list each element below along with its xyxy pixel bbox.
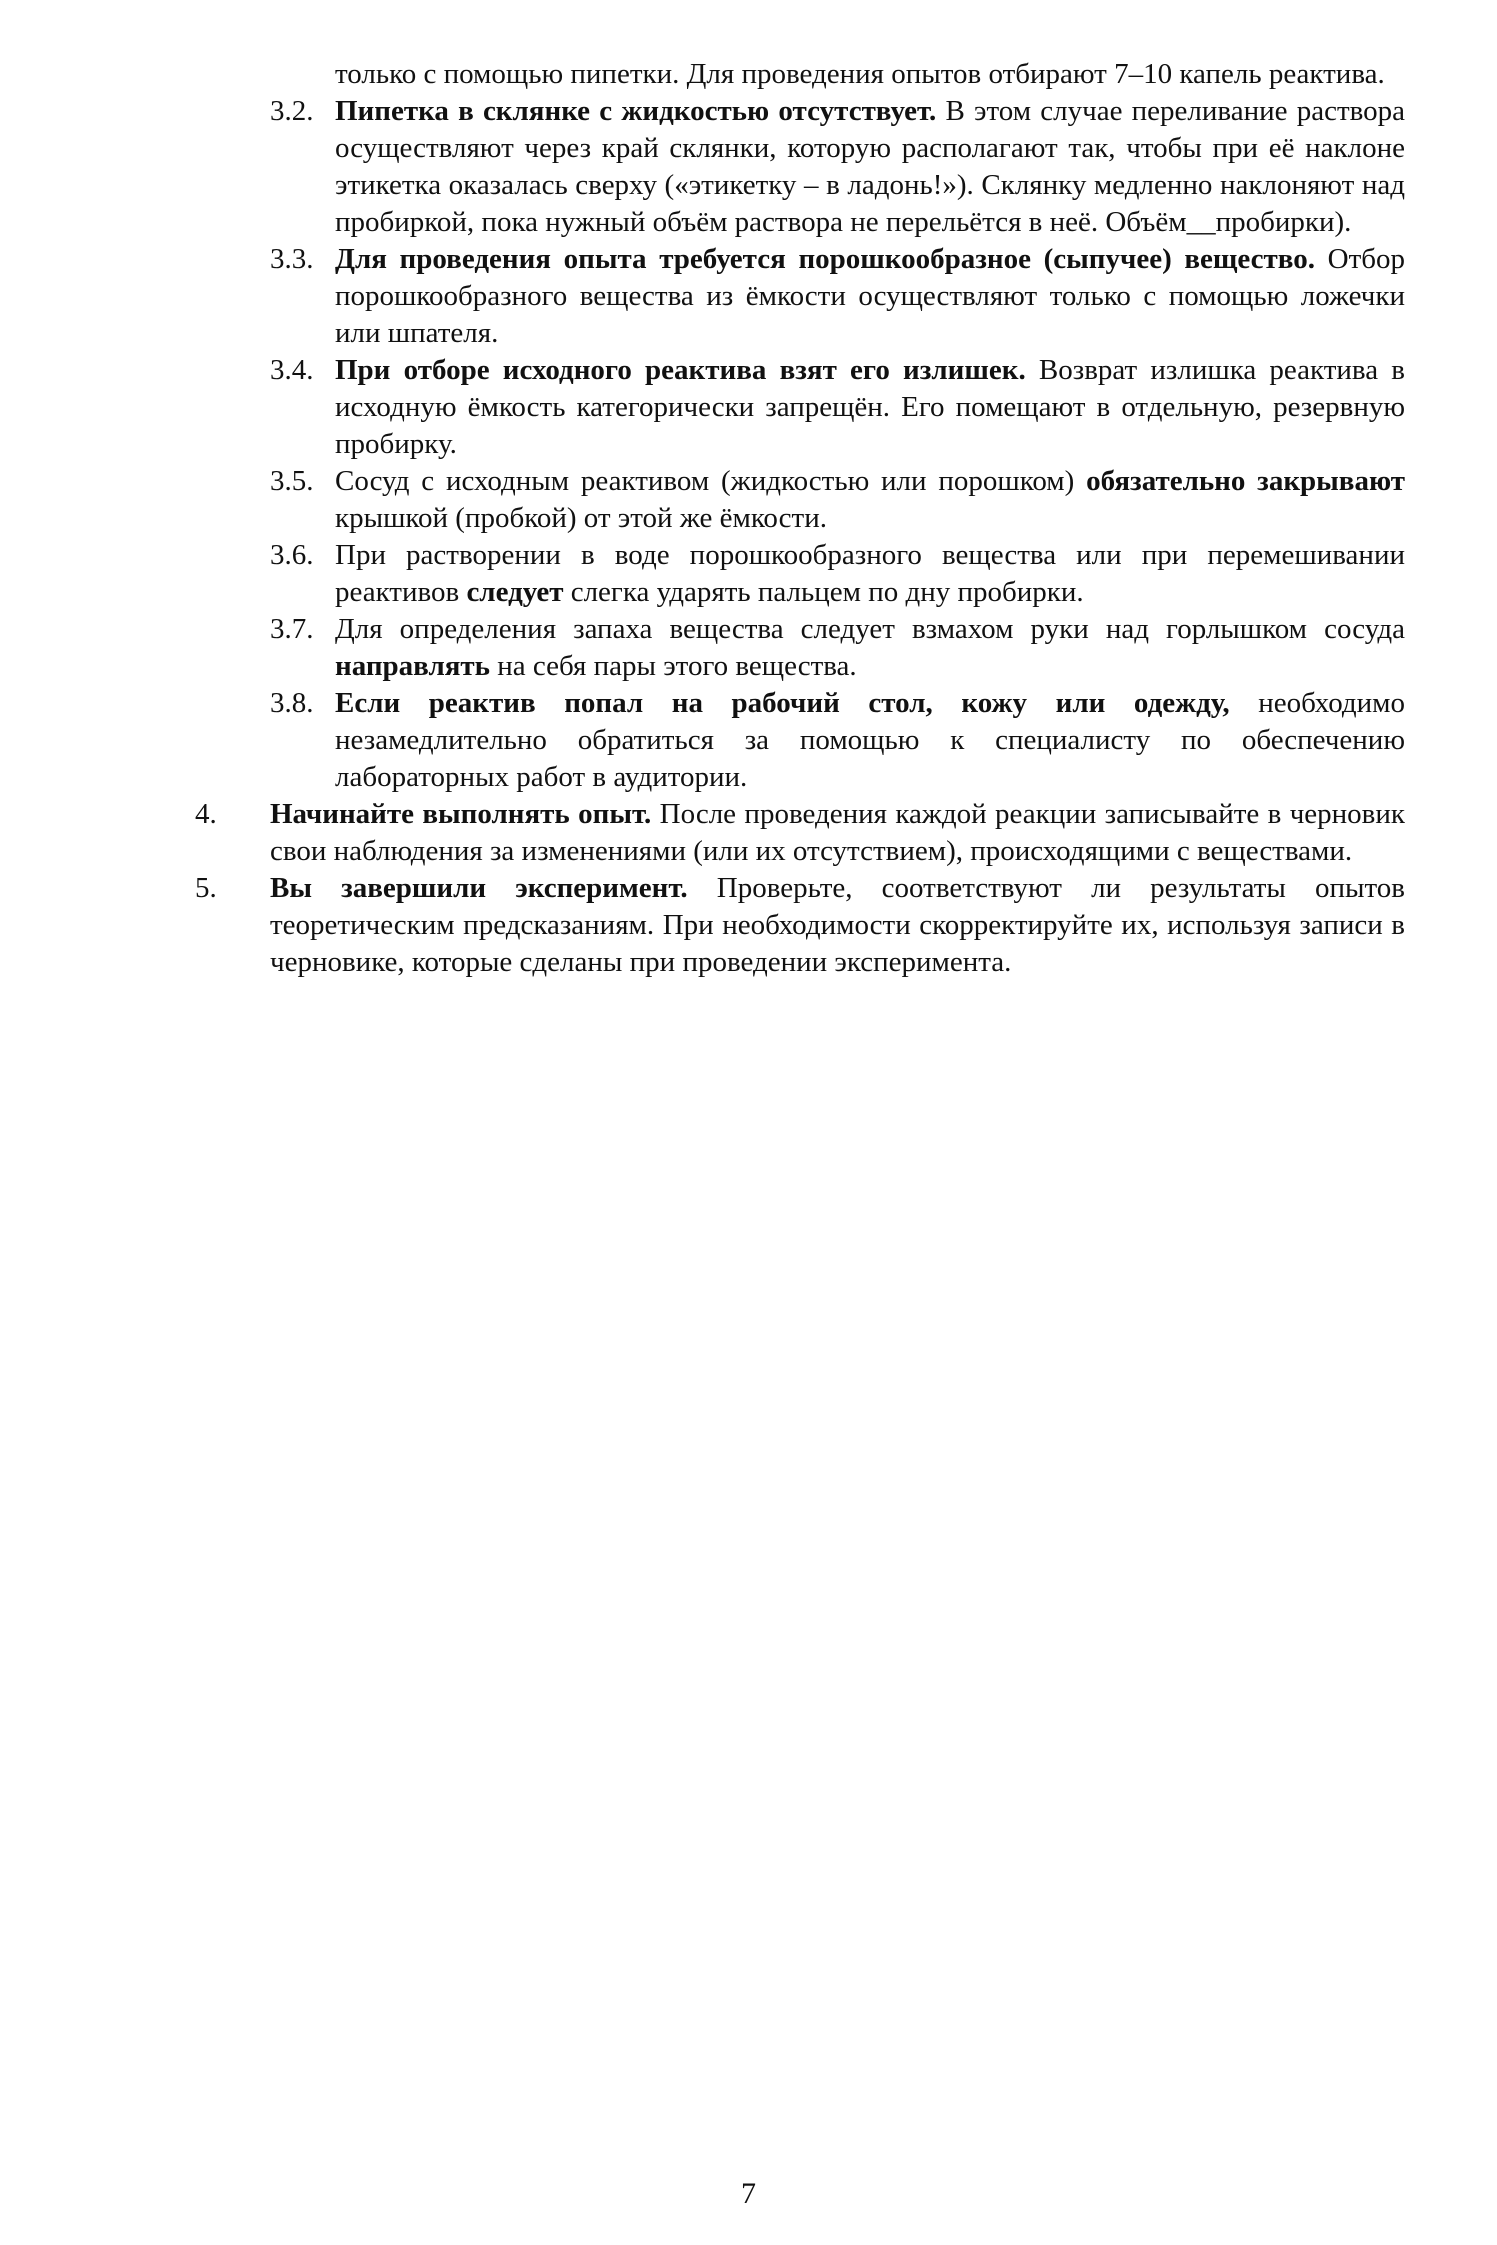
item-after-text: на себя пары этого вещества. — [489, 650, 857, 682]
item-number: 3.5. — [270, 465, 314, 497]
item-bold-text: Начинайте выполнять опыт. — [270, 798, 652, 830]
item-text — [335, 463, 1405, 537]
item-text — [335, 685, 1405, 796]
item-after-text: Отбор порошкообразного вещества из ёмкости осуществляют только с помощью ложечки или шпателя. — [335, 243, 1405, 349]
item-before-text: При растворении в воде порошкообразного вещества или при перемешивании реактивов — [335, 539, 1405, 608]
item-bold-text: Если реактив попал на рабочий стол, кожу или одежду, — [335, 687, 1230, 719]
list-item — [195, 685, 1405, 796]
item-after-text: После проведения каждой реакции записывайте в черновик свои наблюдения за изменениями (или их отсутствием), происходящими с веществами. — [270, 798, 1405, 867]
list-item — [195, 537, 1405, 611]
item-bold-text: При отборе исходного реактива взят его излишек. — [335, 354, 1026, 386]
list-item — [195, 352, 1405, 463]
item-number: 3.8. — [270, 687, 314, 719]
item-bold-text: направлять — [335, 650, 490, 682]
item-number: 3.2. — [270, 95, 314, 127]
page-number: 7 — [741, 2177, 756, 2210]
item-number: 3.7. — [270, 613, 314, 645]
item-number: 4. — [195, 798, 217, 830]
item-bold-text: Вы завершили эксперимент. — [270, 872, 688, 904]
intro-paragraph: только с помощью пипетки. Для проведения опытов отбирают 7–10 капель реактива. — [335, 58, 1385, 90]
item-after-text: крышкой (пробкой) от этой же ёмкости. — [335, 502, 827, 534]
item-after-text: слегка ударять пальцем по дну пробирки. — [563, 576, 1084, 608]
item-text — [270, 796, 1405, 870]
item-before-text: Сосуд с исходным реактивом (жидкостью или порошком) — [335, 465, 1087, 497]
item-number: 3.6. — [270, 539, 314, 571]
list-item — [195, 93, 1405, 241]
list-item — [195, 611, 1405, 685]
list-item — [195, 241, 1405, 352]
list-item — [195, 870, 1405, 981]
item-before-text: Для определения запаха вещества следует взмахом руки над горлышком сосуда — [335, 613, 1405, 645]
item-after-text: Проверьте, соответствуют ли результаты опытов теоретическим предсказаниям. При необходимости скорректируйте их, используя записи в черновике, которые сделаны при проведении эксперимента. — [270, 872, 1405, 978]
item-number: 3.3. — [270, 243, 314, 275]
item-after-text: необходимо незамедлительно обратиться за помощью к специалисту по обеспечению лабораторных работ в аудитории. — [335, 687, 1405, 793]
item-bold-text: Для проведения опыта требуется порошкообразное (сыпучее) вещество. — [335, 243, 1315, 275]
item-number: 5. — [195, 872, 217, 904]
item-text — [335, 537, 1405, 611]
item-text — [335, 241, 1405, 352]
item-number: 3.4. — [270, 354, 314, 386]
item-text — [335, 352, 1405, 463]
item-text — [335, 93, 1405, 241]
list-item — [195, 796, 1405, 870]
item-after-text: Возврат излишка реактива в исходную ёмкость категорически запрещён. Его помещают в отдельную, резервную пробирку. — [335, 354, 1405, 460]
item-bold-text: обязательно закрывают — [1086, 465, 1405, 497]
content-block — [195, 56, 1405, 981]
item-text — [270, 870, 1405, 981]
list-item — [195, 463, 1405, 537]
item-bold-text: следует — [466, 576, 564, 608]
item-text — [335, 611, 1405, 685]
item-after-text: В этом случае переливание раствора осуществляют через край склянки, которую располагают так, чтобы при её наклоне этикетка оказалась сверху («этикетку – в ладонь!»). Склянку медленно наклоняют над пробиркой, пока нужный объём раствора не перельётся в неё. Объём__пробирки). — [335, 95, 1406, 238]
item-bold-text: Пипетка в склянке с жидкостью отсутствует. — [335, 95, 937, 127]
